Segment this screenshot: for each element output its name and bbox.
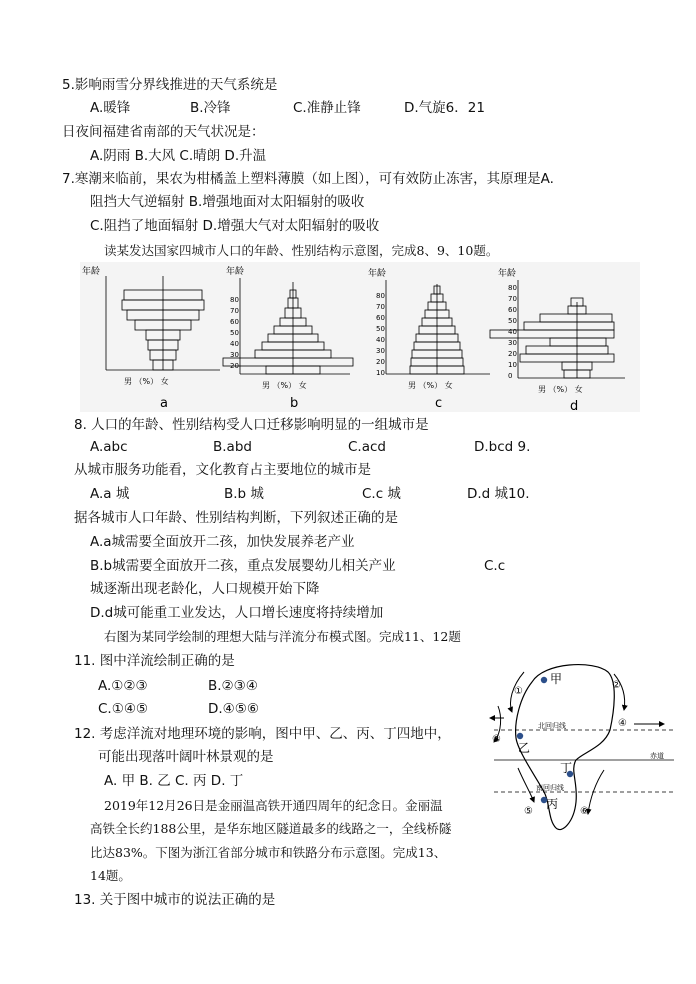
para-line3: 比达83%。下图为浙江省部分城市和铁路分布示意图。完成13、: [90, 845, 447, 860]
q10-option-c-text: 城逐渐出现老龄化，人口规模开始下降: [90, 581, 320, 597]
pyramid-c-tick-30: 30: [376, 347, 385, 355]
q10-stem: 据各城市人口年龄、性别结构判断，下列叙述正确的是: [74, 510, 398, 526]
current-5-label: ⑤: [524, 806, 533, 817]
pyramid-b-label: b: [290, 396, 299, 411]
q9-stem: 从城市服务功能看，文化教育占主要地位的城市是: [74, 462, 371, 478]
q10-option-b[interactable]: B.b城需要全面放开二孩，重点发展婴幼儿相关产业: [90, 558, 396, 574]
pyramid-c-tick-80: 80: [376, 292, 385, 300]
q5-stem: 5.影响雨雪分界线推进的天气系统是: [62, 77, 278, 93]
q7-stem: 7.寒潮来临前，果农为柑橘盖上塑料薄膜（如上图），可有效防止冻害，其原理是A.: [62, 171, 554, 187]
q9-option-b[interactable]: B.b 城: [224, 486, 264, 502]
pyramid-b-tick-20: 20: [230, 362, 239, 370]
place-yi-label: 乙: [518, 741, 531, 755]
q13-stem: 13. 关于图中城市的说法正确的是: [74, 892, 276, 908]
pyramid-d-x-caption: 男 （%） 女: [538, 385, 583, 394]
pyramid-a-x-caption: 男 （%） 女: [124, 377, 169, 386]
q8-option-a[interactable]: A.abc: [90, 439, 128, 455]
q6-stem: 日夜间福建省南部的天气状况是：: [62, 124, 265, 140]
intro-8-10: 读某发达国家四城市人口的年龄、性别结构示意图，完成8、9、10题。: [104, 243, 499, 258]
place-jia-label: 甲: [550, 672, 563, 686]
q5-option-a[interactable]: A.暖锋: [90, 100, 131, 116]
pyramid-a-axis-label: 年龄: [82, 267, 101, 277]
pyramid-c-tick-40: 40: [376, 336, 385, 344]
q11-option-b[interactable]: B.②③④: [208, 678, 258, 694]
pyramid-c-tick-50: 50: [376, 325, 385, 333]
q12-stem: 12. 考虑洋流对地理环境的影响，图中甲、乙、丙、丁四地中，: [74, 726, 451, 742]
q11-stem: 11. 图中洋流绘制正确的是: [74, 653, 235, 669]
pyramid-c-tick-70: 70: [376, 303, 385, 311]
q5-option-c[interactable]: C.准静止锋: [293, 100, 361, 116]
pyramid-d-tick-40: 40: [508, 328, 517, 336]
q9-option-d[interactable]: D.d 城10.: [467, 486, 530, 502]
q8-stem: 8. 人口的年龄、性别结构受人口迁移影响明显的一组城市是: [74, 417, 429, 433]
q12-options[interactable]: A. 甲 B. 乙 C. 丙 D. 丁: [104, 773, 244, 789]
pyramid-a-label: a: [160, 396, 168, 411]
pyramid-d-tick-60: 60: [508, 306, 517, 314]
para-line1: 2019年12月26日是金丽温高铁开通四周年的纪念日。金丽温: [104, 798, 443, 813]
q5-option-d[interactable]: D.气旋6．21: [404, 100, 485, 116]
place-ding-label: 丁: [560, 761, 573, 775]
pyramid-c-axis-label: 年龄: [368, 269, 387, 279]
q11-option-d[interactable]: D.④⑤⑥: [208, 701, 259, 717]
pyramid-b-axis-label: 年龄: [226, 267, 245, 277]
pyramid-d-tick-0: 0: [508, 372, 513, 380]
pyramid-d-label: d: [570, 399, 579, 412]
equator-label: 赤道: [650, 752, 664, 760]
q9-option-c[interactable]: C.c 城: [362, 486, 401, 502]
pyramid-b-tick-70: 70: [230, 307, 239, 315]
pyramid-b-tick-60: 60: [230, 318, 239, 326]
current-3-label: ③: [492, 734, 501, 745]
tropic-of-capricorn-label: 南回归线: [536, 784, 564, 792]
place-jia-dot: [541, 677, 547, 683]
para-line4: 14题。: [90, 868, 131, 883]
q10-option-a[interactable]: A.a城需要全面放开二孩，加快发展养老产业: [90, 534, 355, 550]
q7-options-ab[interactable]: 阻挡大气逆辐射 B.增强地面对太阳辐射的吸收: [90, 194, 365, 210]
pyramid-b-tick-40: 40: [230, 340, 239, 348]
pyramid-d-axis-label: 年龄: [498, 269, 517, 279]
pyramid-c-tick-20: 20: [376, 358, 385, 366]
pyramid-d-tick-10: 10: [508, 361, 517, 369]
current-1-label: ①: [514, 686, 523, 697]
q8-option-d[interactable]: D.bcd 9.: [474, 439, 531, 455]
q5-option-b[interactable]: B.冷锋: [190, 100, 231, 116]
pyramid-d-tick-20: 20: [508, 350, 517, 358]
place-yi-dot: [517, 733, 523, 739]
pyramid-c-x-caption: 男 （%） 女: [408, 381, 453, 390]
intro-11-12: 右图为某同学绘制的理想大陆与洋流分布模式图。完成11、12题: [104, 629, 461, 644]
ocean-current-map: [484, 652, 684, 852]
current-6-label: ⑥: [580, 806, 589, 817]
q11-option-c[interactable]: C.①④⑤: [98, 701, 149, 717]
place-bing-label: 丙: [546, 797, 559, 811]
pyramid-c-tick-60: 60: [376, 314, 385, 322]
para-line2: 高铁全长约188公里，是华东地区隧道最多的线路之一，全线桥隧: [90, 821, 452, 836]
current-4-label: ④: [618, 718, 627, 729]
pyramid-b-tick-50: 50: [230, 329, 239, 337]
population-pyramids-figure: [80, 262, 640, 412]
q11-option-a[interactable]: A.①②③: [98, 678, 148, 694]
q10-option-d[interactable]: D.d城可能重工业发达，人口增长速度将持续增加: [90, 605, 384, 621]
current-2-label: ②: [612, 680, 621, 691]
pyramid-d-tick-70: 70: [508, 295, 517, 303]
q9-option-a[interactable]: A.a 城: [90, 486, 130, 502]
q10-option-c-label[interactable]: C.c: [484, 558, 506, 574]
q8-option-c[interactable]: C.acd: [348, 439, 386, 455]
q8-option-b[interactable]: B.abd: [213, 439, 252, 455]
pyramid-c-tick-10: 10: [376, 369, 385, 377]
q12-stem-line2: 可能出现落叶阔叶林景观的是: [98, 749, 274, 765]
pyramid-d-tick-30: 30: [508, 339, 517, 347]
pyramid-d-tick-80: 80: [508, 284, 517, 292]
pyramid-c-label: c: [435, 396, 443, 411]
q7-options-cd[interactable]: C.阻挡了地面辐射 D.增强大气对太阳辐射的吸收: [90, 218, 380, 234]
pyramid-d-tick-50: 50: [508, 317, 517, 325]
pyramid-b-tick-30: 30: [230, 351, 239, 359]
tropic-of-cancer-label: 北回归线: [538, 722, 566, 730]
q6-options[interactable]: A.阴雨 B.大风 C.晴朗 D.升温: [90, 148, 267, 164]
pyramid-b-x-caption: 男 （%） 女: [262, 381, 307, 390]
pyramid-b-tick-80: 80: [230, 296, 239, 304]
